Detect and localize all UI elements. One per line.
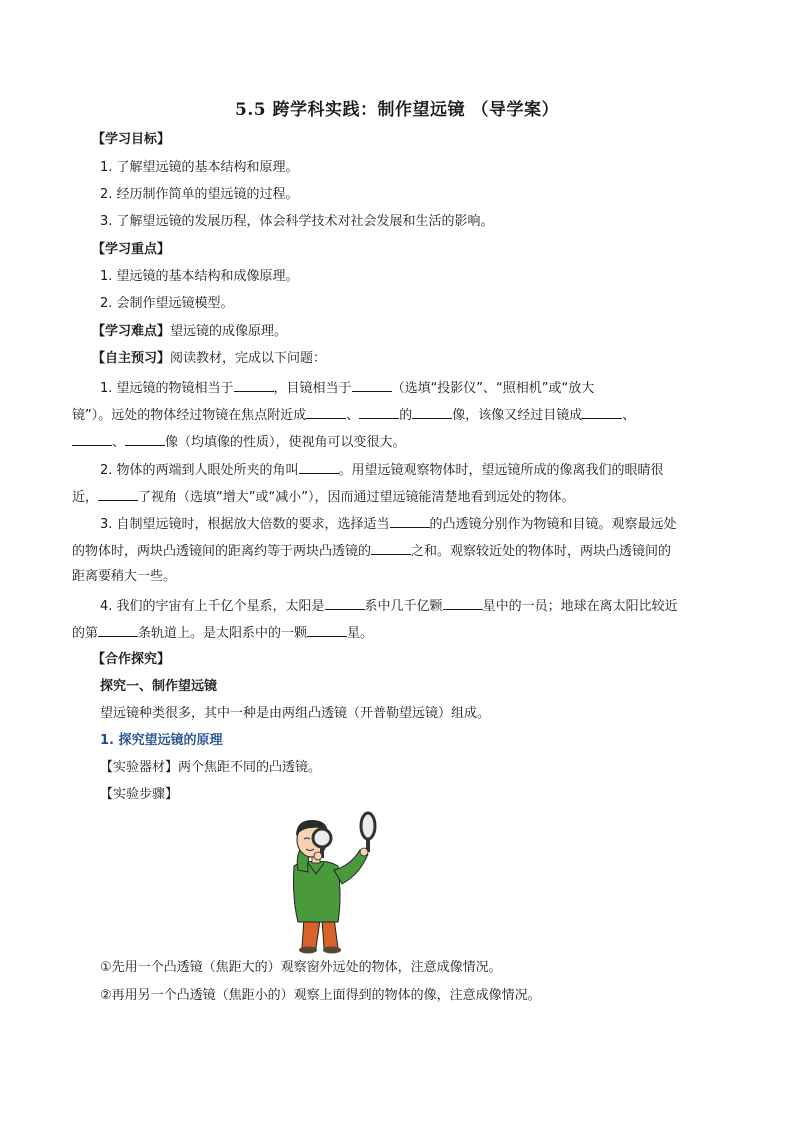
- question-3-line-3: 距离要稍大一些。: [72, 569, 177, 584]
- answer-blank[interactable]: [72, 431, 112, 446]
- text: 。用望远镜观察物体时，望远镜所成的像离我们的眼睛很: [338, 463, 664, 478]
- text: 、: [346, 408, 360, 423]
- question-1-line-1: [100, 377, 750, 399]
- preview-line: [92, 349, 742, 369]
- answer-blank[interactable]: [390, 513, 430, 528]
- text: 、: [112, 435, 126, 450]
- text: 镜”）。远处的物体经过物镜在焦点附近成: [72, 408, 307, 423]
- goals-heading: 【学习目标】: [92, 132, 171, 147]
- text: 的物体时，两块凸透镜间的距离约等于两块凸透镜的: [72, 544, 372, 559]
- answer-blank[interactable]: [352, 377, 392, 392]
- answer-blank[interactable]: [125, 431, 165, 446]
- boy-with-lenses-illustration: [272, 808, 392, 956]
- step-2: ②再用另一个凸透镜（焦距小的）观察上面得到的物体的像，注意成像情况。: [100, 988, 541, 1003]
- text: 1. 望远镜的物镜相当于: [100, 381, 234, 396]
- text: 星。: [347, 626, 374, 641]
- question-4-line-1: [100, 595, 750, 617]
- text: 、: [622, 408, 636, 423]
- answer-blank[interactable]: [98, 486, 138, 501]
- equipment-line: [100, 758, 750, 778]
- text: 像，该像又经过目镜成: [452, 408, 583, 423]
- preview-heading: 【自主预习】: [92, 351, 171, 366]
- answer-blank[interactable]: [234, 377, 274, 392]
- explore-heading: 【合作探究】: [92, 652, 171, 667]
- goal-item-3: 3. 了解望远镜的发展历程，体会科学技术对社会发展和生活的影响。: [100, 214, 494, 229]
- text: 3. 自制望远镜时，根据放大倍数的要求，选择适当: [100, 517, 390, 532]
- step-1: ①先用一个凸透镜（焦距大的）观察窗外远处的物体，注意成像情况。: [100, 960, 502, 975]
- question-3-line-1: [100, 513, 750, 535]
- answer-blank[interactable]: [443, 595, 483, 610]
- question-4-line-2: [72, 622, 722, 644]
- answer-blank[interactable]: [299, 459, 339, 474]
- answer-blank[interactable]: [98, 622, 138, 637]
- answer-blank[interactable]: [307, 622, 347, 637]
- steps-heading: 【实验步骤】: [100, 787, 179, 802]
- text: 了视角（选填“增大”或“减小”），因而通过望远镜能清楚地看到远处的物体。: [138, 490, 575, 505]
- question-1-line-3: [72, 431, 722, 453]
- key-heading: 【学习重点】: [92, 242, 171, 257]
- answer-blank[interactable]: [306, 404, 346, 419]
- explore-principle-heading: 1. 探究望远镜的原理: [100, 733, 223, 748]
- answer-blank[interactable]: [359, 404, 399, 419]
- explore-subheading: 探究一、制作望远镜: [100, 679, 218, 694]
- key-item-2: 2. 会制作望远镜模型。: [100, 296, 234, 311]
- text: 2. 物体的两端到人眼处所夹的角叫: [100, 463, 299, 478]
- difficulty-line: [92, 322, 742, 342]
- goal-item-2: 2. 经历制作简单的望远镜的过程。: [100, 187, 299, 202]
- question-3-line-2: [72, 540, 722, 562]
- text: 近，: [72, 490, 99, 505]
- difficulty-text: 望远镜的成像原理。: [170, 324, 288, 339]
- explore-intro: 望远镜种类很多，其中一种是由两组凸透镜（开普勒望远镜）组成。: [100, 706, 491, 721]
- preview-intro: 阅读教材，完成以下问题：: [170, 351, 327, 366]
- text: 的: [399, 408, 413, 423]
- text: ，目镜相当于: [273, 381, 352, 396]
- equipment-text: 两个焦距不同的凸透镜。: [178, 760, 322, 775]
- text: 的凸透镜分别作为物镜和目镜。观察最远处: [429, 517, 677, 532]
- question-2-line-2: [72, 486, 722, 508]
- text: （选填“投影仪”、“照相机”或“放大: [391, 381, 595, 396]
- page-title: 5.5 跨学科实践：制作望远镜 （导学案）: [235, 100, 559, 120]
- text: 的第: [72, 626, 99, 641]
- text: 之和。观察较近处的物体时，两块凸透镜间的: [411, 544, 672, 559]
- key-item-1: 1. 望远镜的基本结构和成像原理。: [100, 269, 299, 284]
- goal-item-1: 1. 了解望远镜的基本结构和原理。: [100, 160, 299, 175]
- text: 星中的一员；地球在离太阳比较近: [482, 599, 678, 614]
- question-1-line-2: [72, 404, 722, 426]
- text: 条轨道上。是太阳系中的一颗: [138, 626, 308, 641]
- text: 像（均填像的性质），使视角可以变很大。: [165, 435, 406, 450]
- text: 系中几千亿颗: [364, 599, 443, 614]
- equipment-heading: 【实验器材】: [100, 760, 179, 775]
- text: 4. 我们的宇宙有上千亿个星系，太阳是: [100, 599, 325, 614]
- answer-blank[interactable]: [582, 404, 622, 419]
- answer-blank[interactable]: [325, 595, 365, 610]
- answer-blank[interactable]: [412, 404, 452, 419]
- difficulty-heading: 【学习难点】: [92, 324, 171, 339]
- answer-blank[interactable]: [371, 540, 411, 555]
- question-2-line-1: [100, 459, 750, 481]
